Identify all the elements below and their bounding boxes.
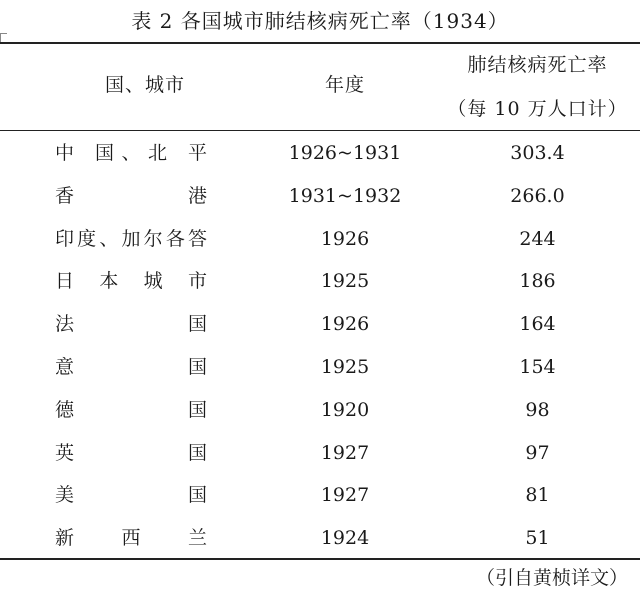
cell-location: 法 国 bbox=[55, 313, 207, 336]
table-row bbox=[0, 218, 640, 261]
cell-location: 香 港 bbox=[55, 184, 207, 207]
cell-location: 印度、加尔各答 bbox=[55, 227, 207, 250]
cell-rate: 51 bbox=[525, 527, 550, 550]
table-title: 表 2 各国城市肺结核病死亡率（1934） bbox=[131, 9, 509, 33]
header-rate-unit: （每 10 万人口计） bbox=[447, 98, 628, 120]
bottom-rule bbox=[0, 558, 640, 560]
table-row bbox=[0, 432, 640, 475]
cell-location: 中 国、北 平 bbox=[55, 142, 207, 164]
cell-rate: 303.4 bbox=[510, 142, 565, 164]
source-note: （引自黄桢详文） bbox=[475, 567, 628, 589]
cell-rate: 244 bbox=[519, 227, 556, 250]
cell-rate: 98 bbox=[525, 398, 550, 421]
header-rule bbox=[0, 130, 640, 131]
cell-year: 1925 bbox=[320, 355, 370, 378]
table-row bbox=[0, 346, 640, 389]
cell-year: 1927 bbox=[320, 441, 370, 464]
table-row bbox=[0, 175, 640, 218]
cell-year: 1925 bbox=[320, 270, 370, 293]
table-row bbox=[0, 389, 640, 432]
cell-location: 美 国 bbox=[55, 484, 207, 507]
cell-location: 德 国 bbox=[55, 398, 207, 421]
header-rate: 肺结核病死亡率 bbox=[467, 54, 608, 76]
cell-rate: 81 bbox=[525, 484, 550, 507]
cell-year: 1926 bbox=[320, 227, 370, 250]
cell-year: 1926 bbox=[320, 313, 370, 336]
top-rule bbox=[0, 42, 640, 44]
cell-rate: 186 bbox=[519, 270, 556, 293]
cell-year: 1926~1931 bbox=[288, 142, 402, 164]
header-year: 年度 bbox=[324, 74, 365, 96]
header-location: 国、城市 bbox=[104, 74, 185, 96]
table-row bbox=[0, 517, 640, 560]
cell-rate: 266.0 bbox=[510, 184, 565, 207]
cell-location: 意 国 bbox=[55, 355, 207, 378]
cell-location: 英 国 bbox=[55, 441, 207, 464]
cell-year: 1931~1932 bbox=[288, 184, 402, 207]
cell-year: 1920 bbox=[320, 398, 370, 421]
table-row bbox=[0, 260, 640, 303]
cell-year: 1927 bbox=[320, 484, 370, 507]
cell-location: 新 西 兰 bbox=[55, 527, 207, 550]
table-row bbox=[0, 132, 640, 175]
table-row bbox=[0, 474, 640, 517]
cell-rate: 154 bbox=[519, 355, 556, 378]
cell-year: 1924 bbox=[320, 527, 370, 550]
table-body bbox=[0, 132, 640, 560]
cell-rate: 97 bbox=[525, 441, 550, 464]
cell-location: 日 本 城 市 bbox=[55, 270, 207, 293]
cell-rate: 164 bbox=[519, 313, 556, 336]
table-row bbox=[0, 303, 640, 346]
